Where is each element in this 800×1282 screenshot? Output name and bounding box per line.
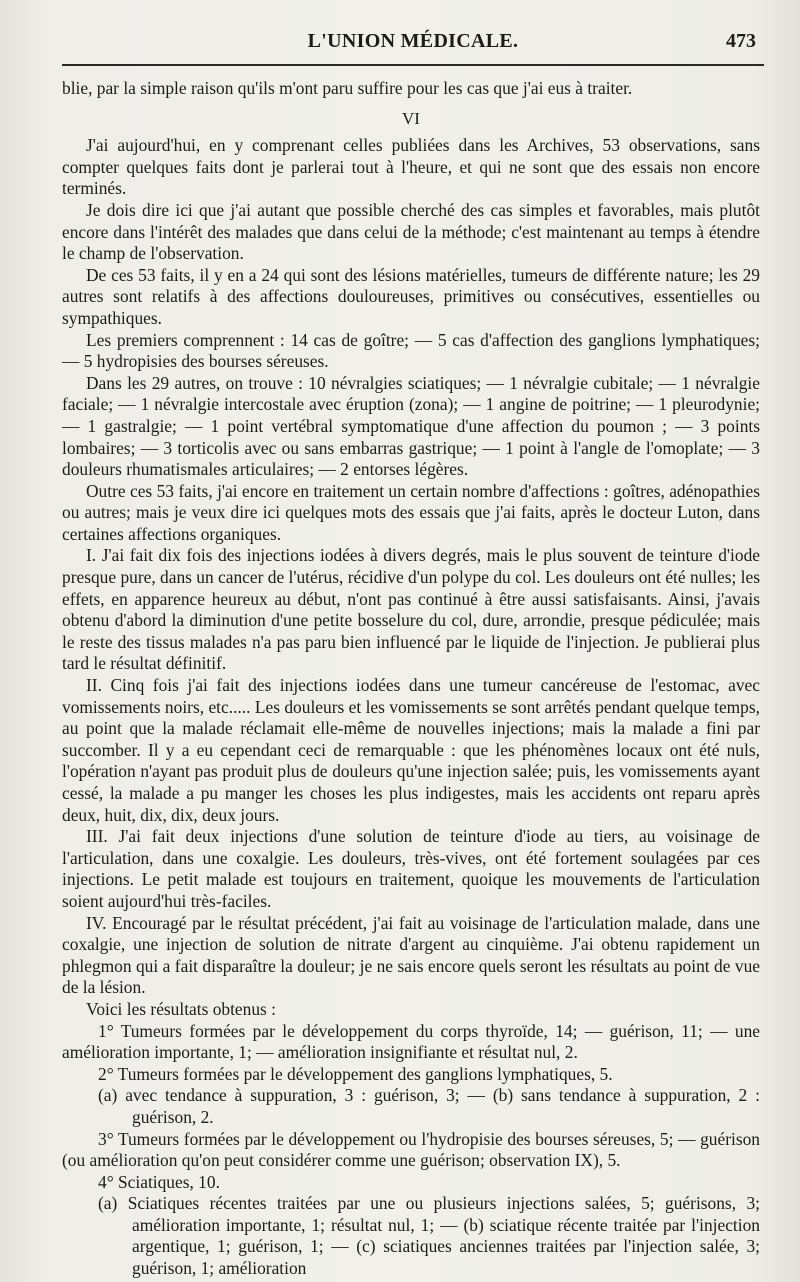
result-item-4-sub: (a) Sciatiques récentes traitées par une ou plusieurs injections salées, 5; guérisons, 3; amélioration importante, 1; résultat nul, 1; — (b) sciatique récente traitée par l'injection argentique, 1; guérison, 1; — (c) sciatiques anciennes traitées par l'injection salée, 3; guérison, 1; amélioration [98,1193,760,1279]
paragraph: Les premiers comprennent : 14 cas de goître; — 5 cas d'affection des ganglions lymphatiques; — 5 hydropisies des bourses séreuses. [62,329,760,372]
result-item-1: 1° Tumeurs formées par le développement du corps thyroïde, 14; — guérison, 11; — une amélioration importante, 1; — amélioration insignifiante et résultat nul, 2. [62,1020,760,1063]
paragraph: De ces 53 faits, il y en a 24 qui sont des lésions matérielles, tumeurs de différente nature; les 29 autres sont relatifs à des affections douloureuses, primitives ou consécutives, essentielles ou sympathiques. [62,264,760,328]
result-item-3: 3° Tumeurs formées par le développement ou l'hydropisie des bourses séreuses, 5; — guérison (ou amélioration qu'on peut considérer comme une guérison; observation IX), 5. [62,1128,760,1171]
paragraph: Je dois dire ici que j'ai autant que possible cherché des cas simples et favorables, mais plutôt encore dans l'intérêt des malades que dans celui de la méthode; c'est maintenant au temps à étendre le champ de l'observation. [62,199,760,264]
document-body [62,66,760,1280]
paragraph: Outre ces 53 faits, j'ai encore en traitement un certain nombre d'affections : goîtres, adénopathies ou autres; mais je veux dire ici quelques mots des essais que j'ai faits, après le docteur Luton, dans certaines affections organiques. [62,480,760,544]
paragraph: J'ai aujourd'hui, en y comprenant celles publiées dans les Archives, 53 observations, sans compter quelques faits dont je parlerai tout à l'heure, et qui ne sont que des essais non encore terminés. [62,135,760,199]
result-item-4: 4° Sciatiques, 10. [98,1171,220,1192]
paragraph: Dans les 29 autres, on trouve : 10 névralgies sciatiques; — 1 névralgie cubitale; — 1 névralgie faciale; — 1 névralgie intercostale avec éruption (zona); — 1 angine de poitrine; — 1 pleurodynie; — 1 gastralgie; — 1 point vertébral symptomatique d'une affection du poumon ; — 3 points lombaires; — 3 torticolis avec ou sans embarras gastrique; — 1 point à l'angle de l'omoplate; — 3 douleurs rhumatismales articulaires; — 2 entorses légères. [62,372,760,480]
paragraph-continuation: blie, par la simple raison qu'ils m'ont paru suffire pour les cas que j'ai eus à traiter. [62,78,633,98]
page-header [62,0,764,66]
result-item-2-sub: (a) avec tendance à suppuration, 3 : guérison, 3; — (b) sans tendance à suppuration, 2 : guérison, 2. [98,1085,760,1127]
paragraph: Voici les résultats obtenus : [86,998,276,1019]
page-number: 473 [726,30,756,52]
paragraph-case-i: I. J'ai fait dix fois des injections iodées à divers degrés, mais le plus souvent de teinture d'iode presque pure, dans un cancer de l'utérus, récidive d'un polype du col. Les douleurs ont été nulles; les effets, en apparence heureux au début, n'ont pas continué à être aussi satisfaisants. Ainsi, j'avais obtenu d'abord la diminution d'une petite bosselure du col, dure, arrondie, presque pédiculée; mais le reste des tissus malades n'a pas paru bien influencé par le liquide de l'injection. Je publierai plus tard le résultat définitif. [62,545,760,674]
paragraph-case-iv: IV. Encouragé par le résultat précédent, j'ai fait au voisinage de l'articulation malade, dans une coxalgie, une injection de solution de nitrate d'argent au cinquième. J'ai obtenu rapidement un phlegmon qui a fait disparaître la douleur; je ne sais encore quels seront les résultats au point de vue de la lésion. [62,912,760,998]
paragraph-case-ii: II. Cinq fois j'ai fait des injections iodées dans une tumeur cancéreuse de l'estomac, avec vomissements noirs, etc..... Les douleurs et les vomissements se sont arrêtés pendant quelque temps, au point que la malade réclamait elle-même de nouvelles injections; mais la malade a fini par succomber. Il y a eu cependant ceci de remarquable : que les phénomènes locaux ont été nuls, l'opération n'ayant pas produit plus de douleurs qu'une injection salée; puis, les vomissements ayant cessé, la malade a pu manger les choses les plus indigestes, mais les accidents ont reparu après deux, huit, dix, dix, deux jours. [62,675,760,825]
section-title: VI [402,108,420,128]
running-head: L'UNION MÉDICALE. [307,30,519,52]
paragraph-case-iii: III. J'ai fait deux injections d'une solution de teinture d'iode au tiers, au voisinage de l'articulation, dans une coxalgie. Les douleurs, très-vives, ont été fortement soulagées par ces injections. Le petit malade est toujours en traitement, quoique les mouvements de l'articulation soient aujourd'hui très-faciles. [62,826,760,911]
result-item-2: 2° Tumeurs formées par le développement des ganglions lymphatiques, 5. [98,1063,613,1084]
